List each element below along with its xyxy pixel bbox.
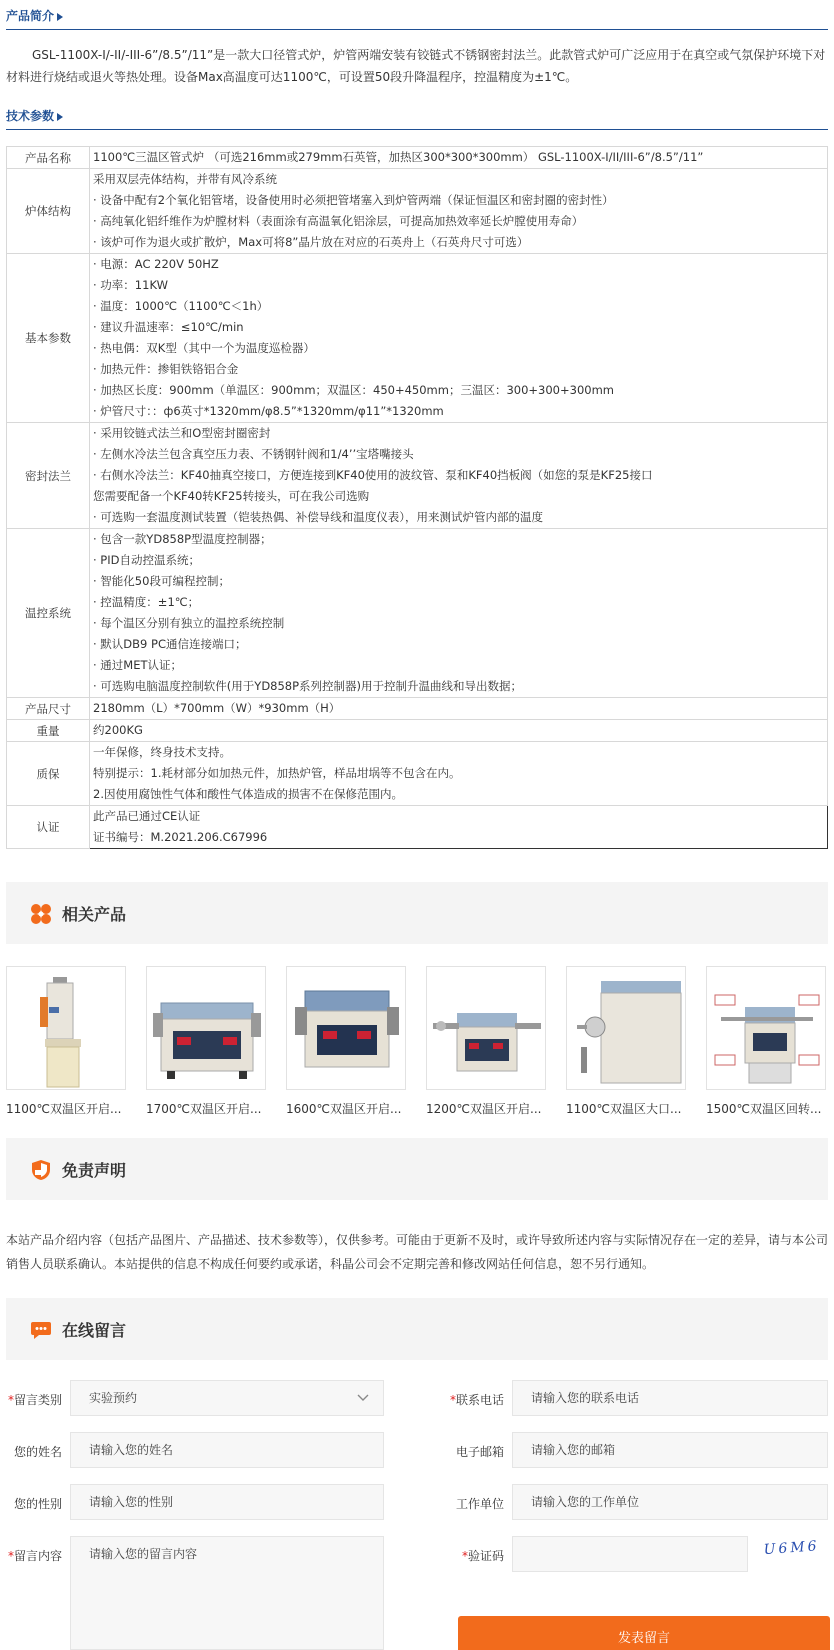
spec-key: 基本参数	[7, 254, 90, 423]
product-card[interactable]	[566, 966, 690, 1116]
product-caption[interactable]: 1700℃双温区开启...	[146, 1102, 262, 1116]
spec-key: 炉体结构	[7, 169, 90, 254]
email-label: 电子邮箱	[455, 1445, 504, 1459]
type-label: *留言类别	[7, 1393, 62, 1407]
spec-value	[90, 742, 828, 806]
disclaimer-title: 免责声明	[62, 1161, 127, 1180]
spec-value	[90, 806, 828, 849]
grid-flower-icon	[30, 903, 52, 925]
spec-row	[7, 720, 828, 742]
gender-label: 您的性别	[13, 1497, 62, 1511]
spec-value-line: 此产品已通过CE认证	[93, 809, 201, 823]
spec-key: 密封法兰	[7, 423, 90, 529]
spec-key: 产品名称	[7, 147, 90, 169]
related-products-header	[6, 882, 828, 944]
product-caption[interactable]: 1100℃双温区开启...	[6, 1102, 122, 1116]
product-image[interactable]	[286, 966, 406, 1090]
spec-row	[7, 806, 828, 849]
spec-value-line: · 温度：1000℃（1100℃＜1h）	[93, 299, 269, 313]
spec-value-line: · 可选购电脑温度控制软件(用于YD858P系列控制器)用于控制升温曲线和导出数据；	[93, 679, 523, 693]
spec-section-header	[6, 100, 828, 130]
spec-key: 重量	[7, 720, 90, 742]
product-caption[interactable]: 1100℃双温区大口...	[566, 1102, 682, 1116]
spec-value-line: · 建议升温速率：≤10℃/min	[93, 320, 244, 334]
product-card[interactable]	[6, 966, 130, 1116]
spec-value-line: · 电源：AC 220V 50HZ	[93, 257, 219, 271]
product-caption[interactable]: 1500℃双温区回转...	[706, 1102, 822, 1116]
spec-value-line: · 右侧水冷法兰：KF40抽真空接口，方便连接到KF40使用的波纹管、泵和KF40挡板阀（如您的泵是KF25接口	[93, 468, 653, 482]
intro-title: 产品简介	[6, 7, 63, 24]
spec-value	[90, 169, 828, 254]
spec-table	[6, 146, 828, 849]
spec-row	[7, 147, 828, 169]
product-image[interactable]	[426, 966, 546, 1090]
spec-value	[90, 254, 828, 423]
spec-value-line: · 加热区长度：900mm（单温区：900mm；双温区：450+450mm；三温区：300+300+300mm	[93, 383, 614, 397]
spec-value-line: · 通过MET认证；	[93, 658, 183, 672]
captcha-label: *验证码	[461, 1549, 504, 1563]
triangle-right-icon	[57, 113, 63, 121]
captcha-input[interactable]	[512, 1536, 748, 1572]
spec-value-line: 2180mm（L）*700mm（W）*930mm（H）	[93, 701, 341, 715]
spec-value	[90, 423, 828, 529]
type-select[interactable]	[70, 1380, 384, 1416]
spec-value-line: 一年保修，终身技术支持。	[93, 745, 231, 759]
message-title: 在线留言	[62, 1321, 127, 1340]
spec-value-line: 采用双层壳体结构，并带有风冷系统	[93, 172, 277, 186]
company-label: 工作单位	[455, 1497, 504, 1511]
product-image[interactable]	[146, 966, 266, 1090]
spec-value	[90, 529, 828, 698]
triangle-right-icon	[57, 13, 63, 21]
spec-value-line: · 采用铰链式法兰和O型密封圈密封	[93, 426, 271, 440]
spec-value-line: · 控温精度：±1℃；	[93, 595, 200, 609]
spec-title: 技术参数	[6, 107, 63, 124]
spec-value-line: 证书编号：M.2021.206.C67996	[93, 830, 268, 844]
company-input[interactable]	[512, 1484, 828, 1520]
spec-value-line: 您需要配备一个KF40转KF25转接头，可在我公司选购	[93, 489, 370, 503]
related-products-list	[6, 966, 834, 1116]
intro-section-header	[6, 0, 828, 30]
product-caption[interactable]: 1600℃双温区开启...	[286, 1102, 402, 1116]
spec-row	[7, 698, 828, 720]
spec-value-line: · 炉管尺寸：：ф6英寸*1320mm/φ8.5”*1320mm/φ11”*1320mm	[93, 404, 444, 418]
spec-value-line: 2.因使用腐蚀性气体和酸性气体造成的损害不在保修范围内。	[93, 787, 403, 801]
spec-key: 产品尺寸	[7, 698, 90, 720]
product-card[interactable]	[706, 966, 830, 1116]
spec-value	[90, 147, 828, 169]
spec-value	[90, 720, 828, 742]
gender-input[interactable]	[70, 1484, 384, 1520]
product-caption[interactable]: 1200℃双温区开启...	[426, 1102, 542, 1116]
spec-value-line: · 设备中配有2个氧化铝管堵，设备使用时必须把管堵塞入到炉管两端（保证恒温区和密封圈的密封性）	[93, 193, 614, 207]
spec-row	[7, 169, 828, 254]
spec-value	[90, 698, 828, 720]
spec-value-line: · 默认DB9 PC通信连接端口；	[93, 637, 247, 651]
product-card[interactable]	[146, 966, 270, 1116]
type-select-value: 实验预约	[89, 1391, 138, 1405]
product-image[interactable]	[6, 966, 126, 1090]
spec-value-line: · 智能化50段可编程控制；	[93, 574, 230, 588]
disclaimer-text: 本站产品介绍内容（包括产品图片、产品描述、技术参数等），仅供参考。可能由于更新不及时，或许导致所述内容与实际情况存在一定的差异，请与本公司销售人员联系确认。本站提供的信息不构成任何要约或承诺，科晶公司会不定期完善和修改网站任何信息，恕不另行通知。	[6, 1233, 829, 1271]
spec-value-line: 1100℃三温区管式炉 （可选216mm或279mm石英管，加热区300*300*300mm） GSL-1100X-I/II/III-6”/8.5”/11”	[93, 150, 704, 164]
spec-value-line: · 热电偶：双K型（其中一个为温度巡检器）	[93, 341, 315, 355]
spec-value-line: 约200KG	[93, 723, 143, 737]
spec-value-line: · 包含一款YD858P型温度控制器；	[93, 532, 272, 546]
spec-value-line: · 高纯氧化铝纤维作为炉膛材料（表面涂有高温氧化铝涂层，可提高加热效率延长炉膛使用寿命）	[93, 214, 584, 228]
email-input[interactable]	[512, 1432, 828, 1468]
shield-icon	[30, 1159, 52, 1181]
chat-bubble-icon	[30, 1319, 52, 1341]
spec-key: 质保	[7, 742, 90, 806]
spec-value-line: · 该炉可作为退火或扩散炉，Max可将8”晶片放在对应的石英舟上（石英舟尺寸可选）	[93, 235, 529, 249]
product-card[interactable]	[426, 966, 550, 1116]
spec-value-line: · 加热元件：掺钼铁铬铝合金	[93, 362, 239, 376]
name-label: 您的姓名	[13, 1445, 62, 1459]
product-card[interactable]	[286, 966, 410, 1116]
chevron-down-icon	[357, 1394, 369, 1402]
product-image[interactable]	[706, 966, 826, 1090]
phone-label: *联系电话	[449, 1393, 504, 1407]
spec-value-line: · 可选购一套温度测试装置（铠装热偶、补偿导线和温度仪表），用来测试炉管内部的温度	[93, 510, 544, 524]
product-image[interactable]	[566, 966, 686, 1090]
spec-value-line: · 每个温区分别有独立的温控系统控制	[93, 616, 285, 630]
spec-row	[7, 254, 828, 423]
message-header	[6, 1298, 828, 1360]
related-products-title: 相关产品	[62, 905, 127, 924]
spec-row	[7, 423, 828, 529]
spec-row	[7, 529, 828, 698]
content-textarea[interactable]	[70, 1536, 384, 1650]
spec-key: 认证	[7, 806, 90, 849]
spec-value-line: · 功率：11KW	[93, 278, 168, 292]
disclaimer-header	[6, 1138, 828, 1200]
submit-button[interactable]: 发表留言	[458, 1616, 830, 1650]
spec-value-line: · 左侧水冷法兰包含真空压力表、不锈钢针阀和1/4’’宝塔嘴接头	[93, 447, 414, 461]
spec-value-line: · PID自动控温系统；	[93, 553, 200, 567]
captcha-image[interactable]: U6M6	[763, 1538, 821, 1559]
spec-key: 温控系统	[7, 529, 90, 698]
spec-row	[7, 742, 828, 806]
content-label: *留言内容	[7, 1549, 62, 1563]
phone-input[interactable]	[512, 1380, 828, 1416]
spec-value-line: 特别提示：1.耗材部分如加热元件，加热炉管，样品坩埚等不包含在内。	[93, 766, 461, 780]
intro-text: GSL-1100X-I/-II/-III-6”/8.5”/11”是一款大口径管式炉，炉管两端安装有铰链式不锈钢密封法兰。此款管式炉可广泛应用于在真空或气氛保护环境下对材料进行烧结或退火等热处理。设备Max高温度可达1100℃，可设置50段升降温程序，控温精度为±1℃。	[6, 48, 826, 84]
name-input[interactable]	[70, 1432, 384, 1468]
